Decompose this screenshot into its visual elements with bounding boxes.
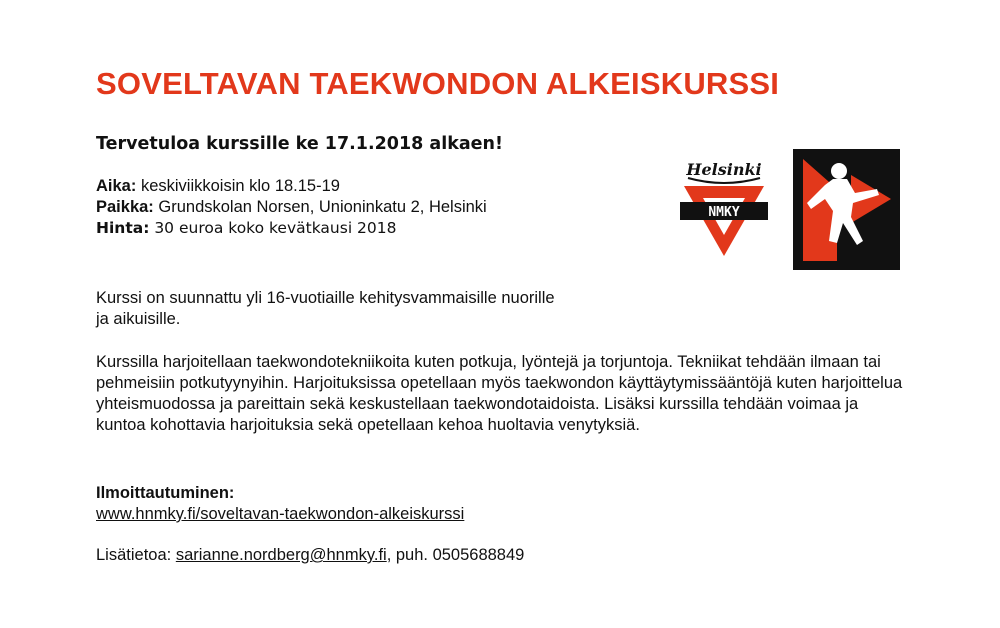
registration-section: [96, 483, 464, 525]
nmky-band-text: NMKY: [708, 205, 740, 220]
audience-paragraph: Kurssi on suunnattu yli 16-vuotiaille kehitysvammaisille nuorille ja aikuisille.: [96, 289, 555, 328]
price-line: [96, 218, 487, 239]
helsinki-nmky-logo: [678, 158, 770, 260]
registration-link[interactable]: www.hnmky.fi/soveltavan-taekwondon-alkeiskurssi: [96, 505, 465, 523]
contact-label: Lisätietoa:: [96, 546, 176, 564]
course-info: [96, 176, 487, 239]
time-value: keskiviikkoisin klo 18.15-19: [136, 177, 340, 195]
price-label: Hinta:: [96, 219, 150, 237]
contact-line: [96, 545, 524, 566]
registration-label: Ilmoittautuminen:: [96, 484, 235, 502]
price-value: 30 euroa koko kevätkausi 2018: [149, 219, 397, 237]
place-value: Grundskolan Norsen, Unioninkatu 2, Helsinki: [153, 198, 487, 216]
time-label: Aika:: [96, 177, 137, 195]
description-paragraph: Kurssilla harjoitellaan taekwondotekniikoita kuten potkuja, lyöntejä ja torjuntoja. Tekniikat tehdään ilmaan tai pehmeisiin potkutyynyihin. Harjoituksissa opetellaan myös taekwondon käyttäytymissääntöjä kuten harjoittelua yhteismuodossa ja pareittain sekä keskustellaan taekwondotaidoista. Lisäksi kurssilla tehdään voimaa ja kuntoa kohottavia harjoituksia sekä opetellaan kehoa huoltavia venytyksiä.: [96, 353, 903, 434]
place-label: Paikka:: [96, 198, 154, 216]
contact-phone: , puh. 0505688849: [386, 546, 525, 564]
time-line: [96, 176, 487, 197]
contact-email-link[interactable]: sarianne.nordberg@hnmky.fi: [175, 546, 387, 564]
nmky-script-text: Helsinki: [686, 160, 762, 179]
taekwondo-logo: [793, 149, 900, 270]
page-title: SOVELTAVAN TAEKWONDON ALKEISKURSSI: [96, 66, 780, 101]
place-line: [96, 197, 487, 218]
welcome-subtitle: Tervetuloa kurssille ke 17.1.2018 alkaen!: [96, 134, 503, 154]
